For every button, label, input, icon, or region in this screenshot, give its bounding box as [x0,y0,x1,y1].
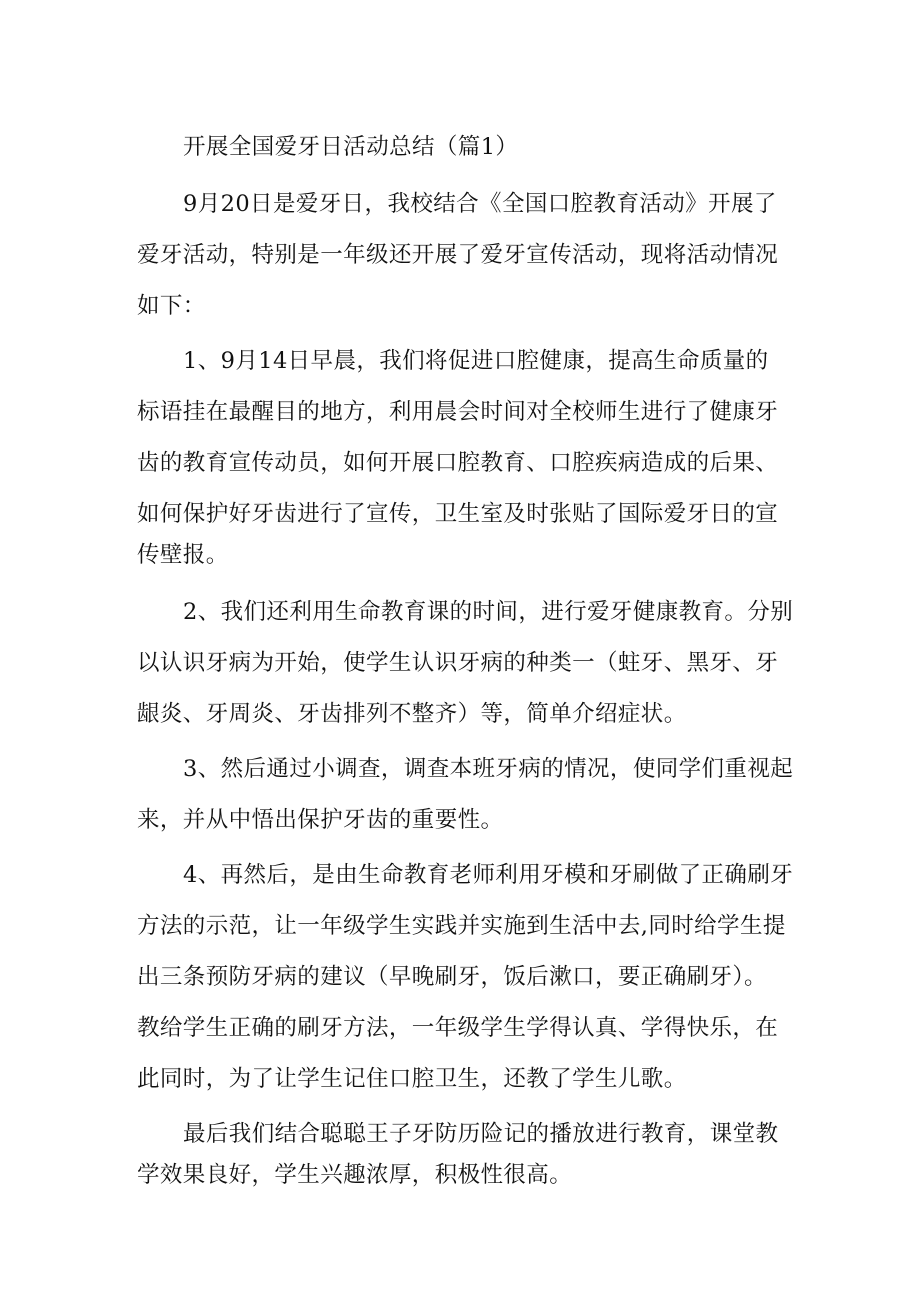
text-line: 最后我们结合聪聪王子牙防历险记的播放进行教育，课堂教 [183,1121,779,1147]
text-line: 4、再然后，是由生命教育老师利用牙模和牙刷做了正确刷牙 [183,862,794,888]
text-line: 教给学生正确的刷牙方法，一年级学生学得认真、学得快乐，在 [137,1015,779,1041]
text-line: 方法的示范，让一年级学生实践并实施到生活中去,同时给学生提 [137,913,786,939]
text-line: 出三条预防牙病的建议（早晚刷牙，饭后漱口，要正确刷牙）。 [137,964,767,990]
text-line: 9月20日是爱牙日，我校结合《全国口腔教育活动》开展了 [183,191,777,217]
text-line: 齿的教育宣传动员，如何开展口腔教育、口腔疾病造成的后果、 [137,450,779,476]
text-line: 如何保护好牙齿进行了宣传，卫生室及时张贴了国际爱牙日的宣 [137,501,779,527]
text-line: 此同时，为了让学生记住口腔卫生，还教了学生儿歌。 [137,1066,687,1092]
text-line: 学效果良好，学生兴趣浓厚，积极性很高。 [137,1162,573,1188]
text-line: 传壁报。 [137,542,229,568]
text-line: 1、9月14日早晨，我们将促进口腔健康，提高生命质量的 [183,348,769,374]
text-line: 来，并从中悟出保护牙齿的重要性。 [137,807,504,833]
text-line: 标语挂在最醒目的地方，利用晨会时间对全校师生进行了健康牙 [137,399,779,425]
document-title: 开展全国爱牙日活动总结（篇1） [183,134,519,160]
text-line: 以认识牙病为开始，使学生认识牙病的种类一（蛀牙、黑牙、牙 [137,650,779,676]
text-line: 爱牙活动，特别是一年级还开展了爱牙宣传活动，现将活动情况 [137,242,779,268]
text-line: 如下： [137,293,206,319]
text-line: 3、然后通过小调查，调查本班牙病的情况，使同学们重视起 [183,756,794,782]
text-line: 龈炎、牙周炎、牙齿排列不整齐）等，简单介绍症状。 [137,701,687,727]
text-line: 2、我们还利用生命教育课的时间，进行爱牙健康教育。分别 [183,599,794,625]
